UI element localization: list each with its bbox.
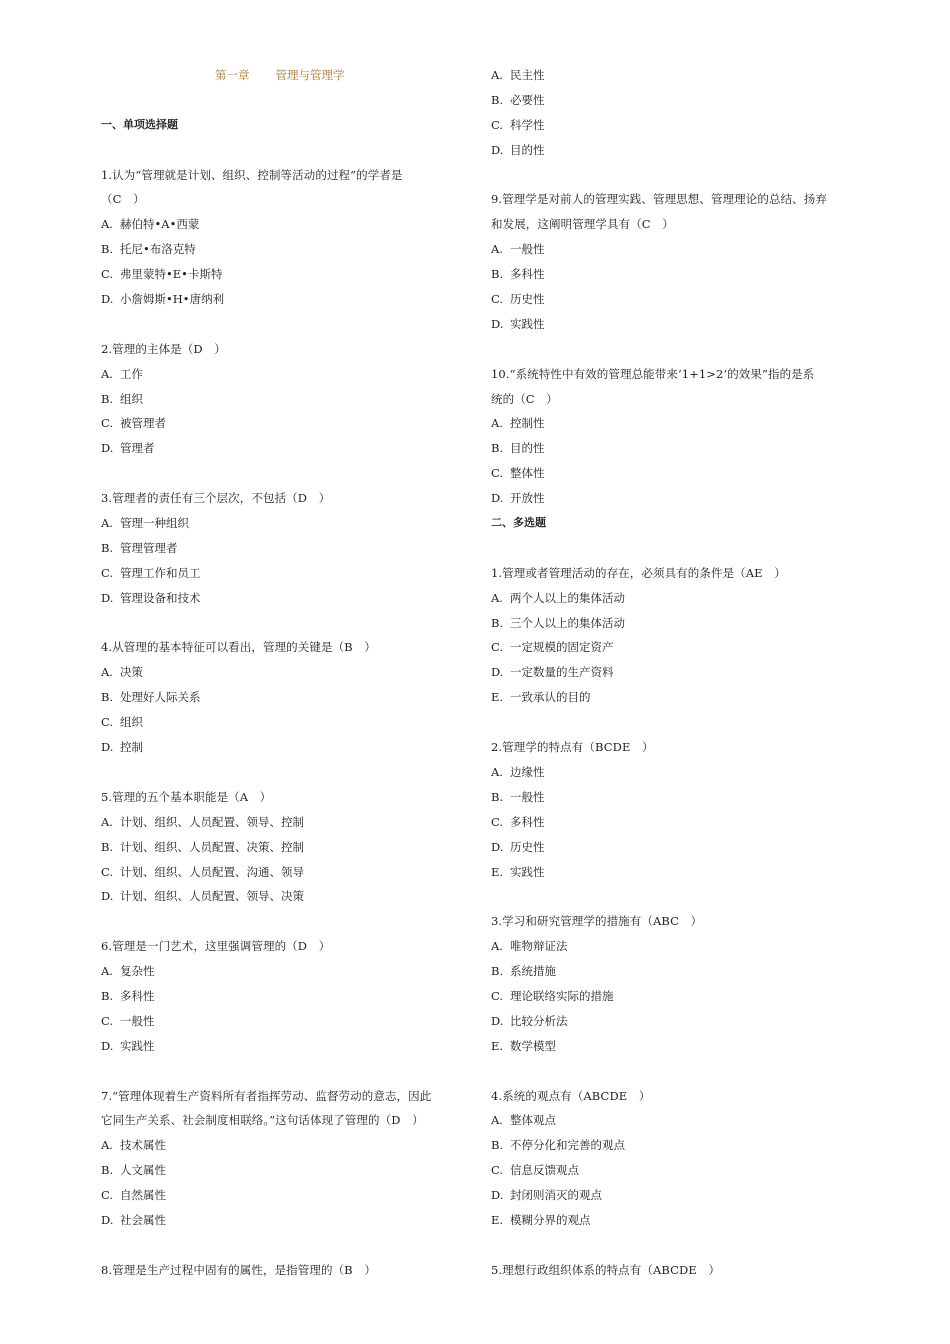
question-8-option-a: A. 民主性: [491, 68, 545, 82]
question-6-option-c: C. 一般性: [101, 1013, 155, 1028]
multi-question-3-stem: 3.学习和研究管理学的措施有（ABC ）: [491, 914, 703, 929]
question-10-stem-cont: 统的（C ）: [491, 391, 558, 406]
question-5-option-b: B. 计划、组织、人员配置、决策、控制: [101, 839, 304, 854]
question-1-stem: 1.认为“管理就是计划、组织、控制等活动的过程”的学者是: [101, 167, 403, 182]
question-8-option-c: C. 科学性: [491, 117, 545, 132]
question-10-option-b: B. 目的性: [491, 441, 545, 456]
question-9-option-a: A. 一般性: [491, 242, 545, 257]
question-1-stem-cont: （C ）: [101, 192, 145, 207]
multi-question-4-stem: 4.系统的观点有（ABCDE ）: [491, 1088, 651, 1103]
question-4-option-d: D. 控制: [101, 740, 143, 755]
question-8-option-b: B. 必要性: [491, 92, 545, 107]
question-7-option-c: C. 自然属性: [101, 1188, 166, 1203]
question-6-option-a: A. 复杂性: [101, 964, 155, 979]
multi-question-1-stem: 1.管理或者管理活动的存在，必须具有的条件是（AE ）: [491, 565, 786, 580]
multi-question-4-option-d: D. 封闭则消灭的观点: [491, 1188, 602, 1203]
question-4-option-c: C. 组织: [101, 715, 143, 730]
question-5-stem: 5.管理的五个基本职能是（A ）: [101, 789, 272, 804]
question-9-stem-cont: 和发展，这阐明管理学具有（C ）: [491, 217, 674, 232]
right-column: [491, 63, 846, 1283]
multi-question-3-option-a: A. 唯物辩证法: [491, 939, 568, 954]
question-4-stem: 4.从管理的基本特征可以看出，管理的关键是（B ）: [101, 640, 376, 655]
question-1-option-a: A. 赫伯特•A•西蒙: [101, 217, 200, 232]
question-2-option-c: C. 被管理者: [101, 416, 166, 431]
question-9-option-d: D. 实践性: [491, 316, 545, 331]
question-3-option-b: B. 管理管理者: [101, 540, 178, 555]
multi-question-2-option-c: C. 多科性: [491, 814, 545, 829]
multi-question-1-option-c: C. 一定规模的固定资产: [491, 640, 614, 655]
question-10-stem: 10.“系统特性中有效的管理总能带来‘1+1>2’的效果”指的是系: [491, 366, 815, 381]
question-9-option-b: B. 多科性: [491, 267, 545, 282]
multi-question-2-option-d: D. 历史性: [491, 839, 545, 854]
question-4-option-a: A. 决策: [101, 665, 143, 680]
question-10-option-a: A. 控制性: [491, 416, 545, 431]
multi-question-4-option-a: A. 整体观点: [491, 1113, 556, 1128]
question-2-stem: 2.管理的主体是（D ）: [101, 341, 226, 356]
question-7-option-b: B. 人文属性: [101, 1163, 166, 1178]
question-5-option-a: A. 计划、组织、人员配置、领导、控制: [101, 814, 304, 829]
question-7-option-d: D. 社会属性: [101, 1212, 166, 1227]
multi-question-1-option-e: E. 一致承认的目的: [491, 690, 591, 705]
multi-question-1-option-b: B. 三个人以上的集体活动: [491, 615, 625, 630]
multi-question-4-option-c: C. 信息反馈观点: [491, 1163, 579, 1178]
question-2-option-b: B. 组织: [101, 391, 143, 406]
question-5-option-d: D. 计划、组织、人员配置、领导、决策: [101, 889, 304, 904]
question-1-option-c: C. 弗里蒙特•E•卡斯特: [101, 267, 223, 282]
question-4-option-b: B. 处理好人际关系: [101, 690, 201, 705]
left-column: [101, 63, 451, 1283]
multi-question-1-option-d: D. 一定数量的生产资料: [491, 665, 614, 680]
multi-question-3-option-e: E. 数学模型: [491, 1038, 556, 1053]
multi-question-3-option-b: B. 系统措施: [491, 964, 556, 979]
question-9-stem: 9.管理学是对前人的管理实践、管理思想、管理理论的总结、扬弃: [491, 192, 827, 207]
multi-question-5-stem: 5.理想行政组织体系的特点有（ABCDE ）: [491, 1262, 721, 1277]
multi-question-2-option-b: B. 一般性: [491, 789, 545, 804]
question-6-stem: 6.管理是一门艺术，这里强调管理的（D ）: [101, 939, 331, 954]
multi-question-4-option-b: B. 不停分化和完善的观点: [491, 1138, 625, 1153]
question-3-option-c: C. 管理工作和员工: [101, 565, 201, 580]
section-heading-single: 一、单项选择题: [101, 117, 178, 131]
section-heading-multi: 二、多选题: [491, 516, 546, 530]
multi-question-2-option-a: A. 边缘性: [491, 764, 545, 779]
multi-question-3-option-d: D. 比较分析法: [491, 1013, 568, 1028]
question-2-option-a: A. 工作: [101, 366, 143, 381]
question-7-stem: 7.“管理体现着生产资料所有者指挥劳动、监督劳动的意志，因此: [101, 1088, 432, 1103]
question-6-option-d: D. 实践性: [101, 1038, 155, 1053]
question-8-option-d: D. 目的性: [491, 142, 545, 157]
multi-question-2-stem: 2.管理学的特点有（BCDE ）: [491, 740, 654, 755]
question-10-option-d: D. 开放性: [491, 491, 545, 506]
question-3-option-d: D. 管理设备和技术: [101, 590, 201, 605]
question-8-stem: 8.管理是生产过程中固有的属性，是指管理的（B ）: [101, 1262, 376, 1277]
question-6-option-b: B. 多科性: [101, 988, 155, 1003]
question-9-option-c: C. 历史性: [491, 292, 545, 307]
multi-question-3-option-c: C. 理论联络实际的措施: [491, 988, 614, 1003]
multi-question-1-option-a: A. 两个人以上的集体活动: [491, 590, 625, 605]
question-2-option-d: D. 管理者: [101, 441, 155, 456]
chapter-title: 第一章 管理与管理学: [215, 68, 345, 82]
question-1-option-d: D. 小詹姆斯•H•唐纳利: [101, 292, 225, 307]
question-5-option-c: C. 计划、组织、人员配置、沟通、领导: [101, 864, 304, 879]
question-7-option-a: A. 技术属性: [101, 1138, 166, 1153]
multi-question-4-option-e: E. 模糊分界的观点: [491, 1212, 591, 1227]
question-10-option-c: C. 整体性: [491, 466, 545, 481]
multi-question-2-option-e: E. 实践性: [491, 864, 545, 879]
question-3-stem: 3.管理者的责任有三个层次，不包括（D ）: [101, 491, 331, 506]
question-1-option-b: B. 托尼•布洛克特: [101, 242, 196, 257]
question-3-option-a: A. 管理一种组织: [101, 516, 189, 531]
question-7-stem-cont: 它同生产关系、社会制度相联络。”这句话体现了管理的（D ）: [101, 1113, 424, 1128]
